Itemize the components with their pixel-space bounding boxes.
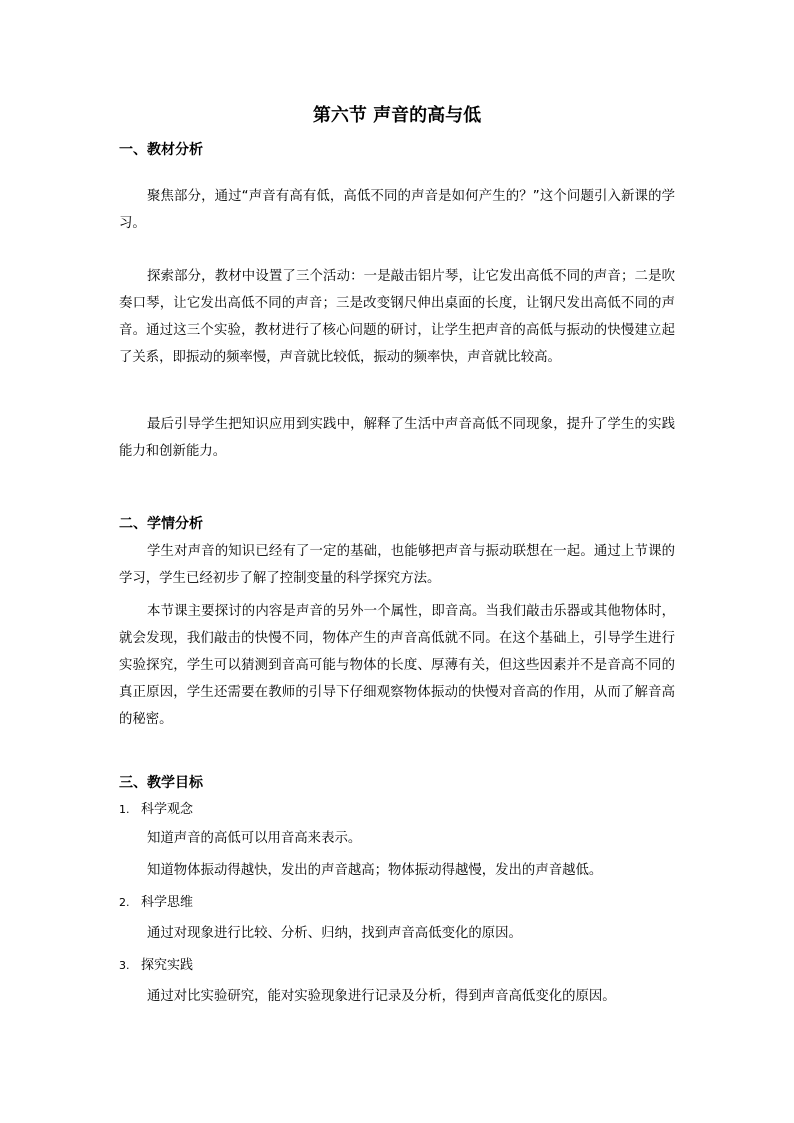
paragraph: 学生对声音的知识已经有了一定的基础，也能够把声音与振动联想在一起。通过上节课的学习，学生已经初步了解了控制变量的科学探究方法。	[119, 544, 675, 586]
goal-number: 3.	[119, 959, 130, 972]
goal-line: 知道物体振动得越快，发出的声音越高；物体振动得越慢，发出的声音越低。	[147, 863, 603, 878]
paragraph: 探索部分，教材中设置了三个活动：一是敲击铝片琴，让它发出高低不同的声音；二是吹奏口琴，让它发出高低不同的声音；三是改变钢尺伸出桌面的长度，让钢尺发出高低不同的声音。通过这三个实验，教材进行了核心问题的研讨，让学生把声音的高低与振动的快慢建立起了关系，即振动的频率慢，声音就比较低，振动的频率快，声音就比较高。	[119, 269, 675, 365]
goal-label: 科学观念	[141, 802, 194, 817]
paragraph: 聚焦部分，通过“声音有高有低，高低不同的声音是如何产生的？”这个问题引入新课的学习。	[119, 189, 675, 231]
section-heading-teaching-goals: 三、教学目标	[119, 775, 203, 791]
paragraph: 最后引导学生把知识应用到实践中，解释了生活中声音高低不同现象，提升了学生的实践能力和创新能力。	[119, 417, 675, 459]
goal-item-1	[119, 800, 193, 820]
page-title: 第六节 声音的高与低	[312, 105, 482, 126]
goal-label: 科学思维	[141, 895, 194, 910]
goal-item-3	[119, 956, 193, 976]
goal-line: 通过对现象进行比较、分析、归纳，找到声音高低变化的原因。	[147, 926, 522, 941]
goal-label: 探究实践	[141, 958, 194, 973]
goal-number: 2.	[119, 896, 130, 909]
goal-line: 通过对比实验研究，能对实验现象进行记录及分析，得到声音高低变化的原因。	[147, 989, 616, 1004]
section-heading-textbook-analysis: 一、教材分析	[119, 142, 203, 158]
goal-item-2	[119, 893, 193, 913]
goal-number: 1.	[119, 803, 130, 816]
paragraph: 本节课主要探讨的内容是声音的另外一个属性，即音高。当我们敲击乐器或其他物体时，就会发现，我们敲击的快慢不同，物体产生的声音高低就不同。在这个基础上，引导学生进行实验探究，学生可以猜测到音高可能与物体的长度、厚薄有关，但这些因素并不是音高不同的真正原因，学生还需要在教师的引导下仔细观察物体振动的快慢对音高的作用，从而了解音高的秘密。	[119, 604, 675, 727]
goal-line: 知道声音的高低可以用音高来表示。	[147, 831, 362, 846]
section-heading-student-analysis: 二、学情分析	[119, 516, 203, 532]
